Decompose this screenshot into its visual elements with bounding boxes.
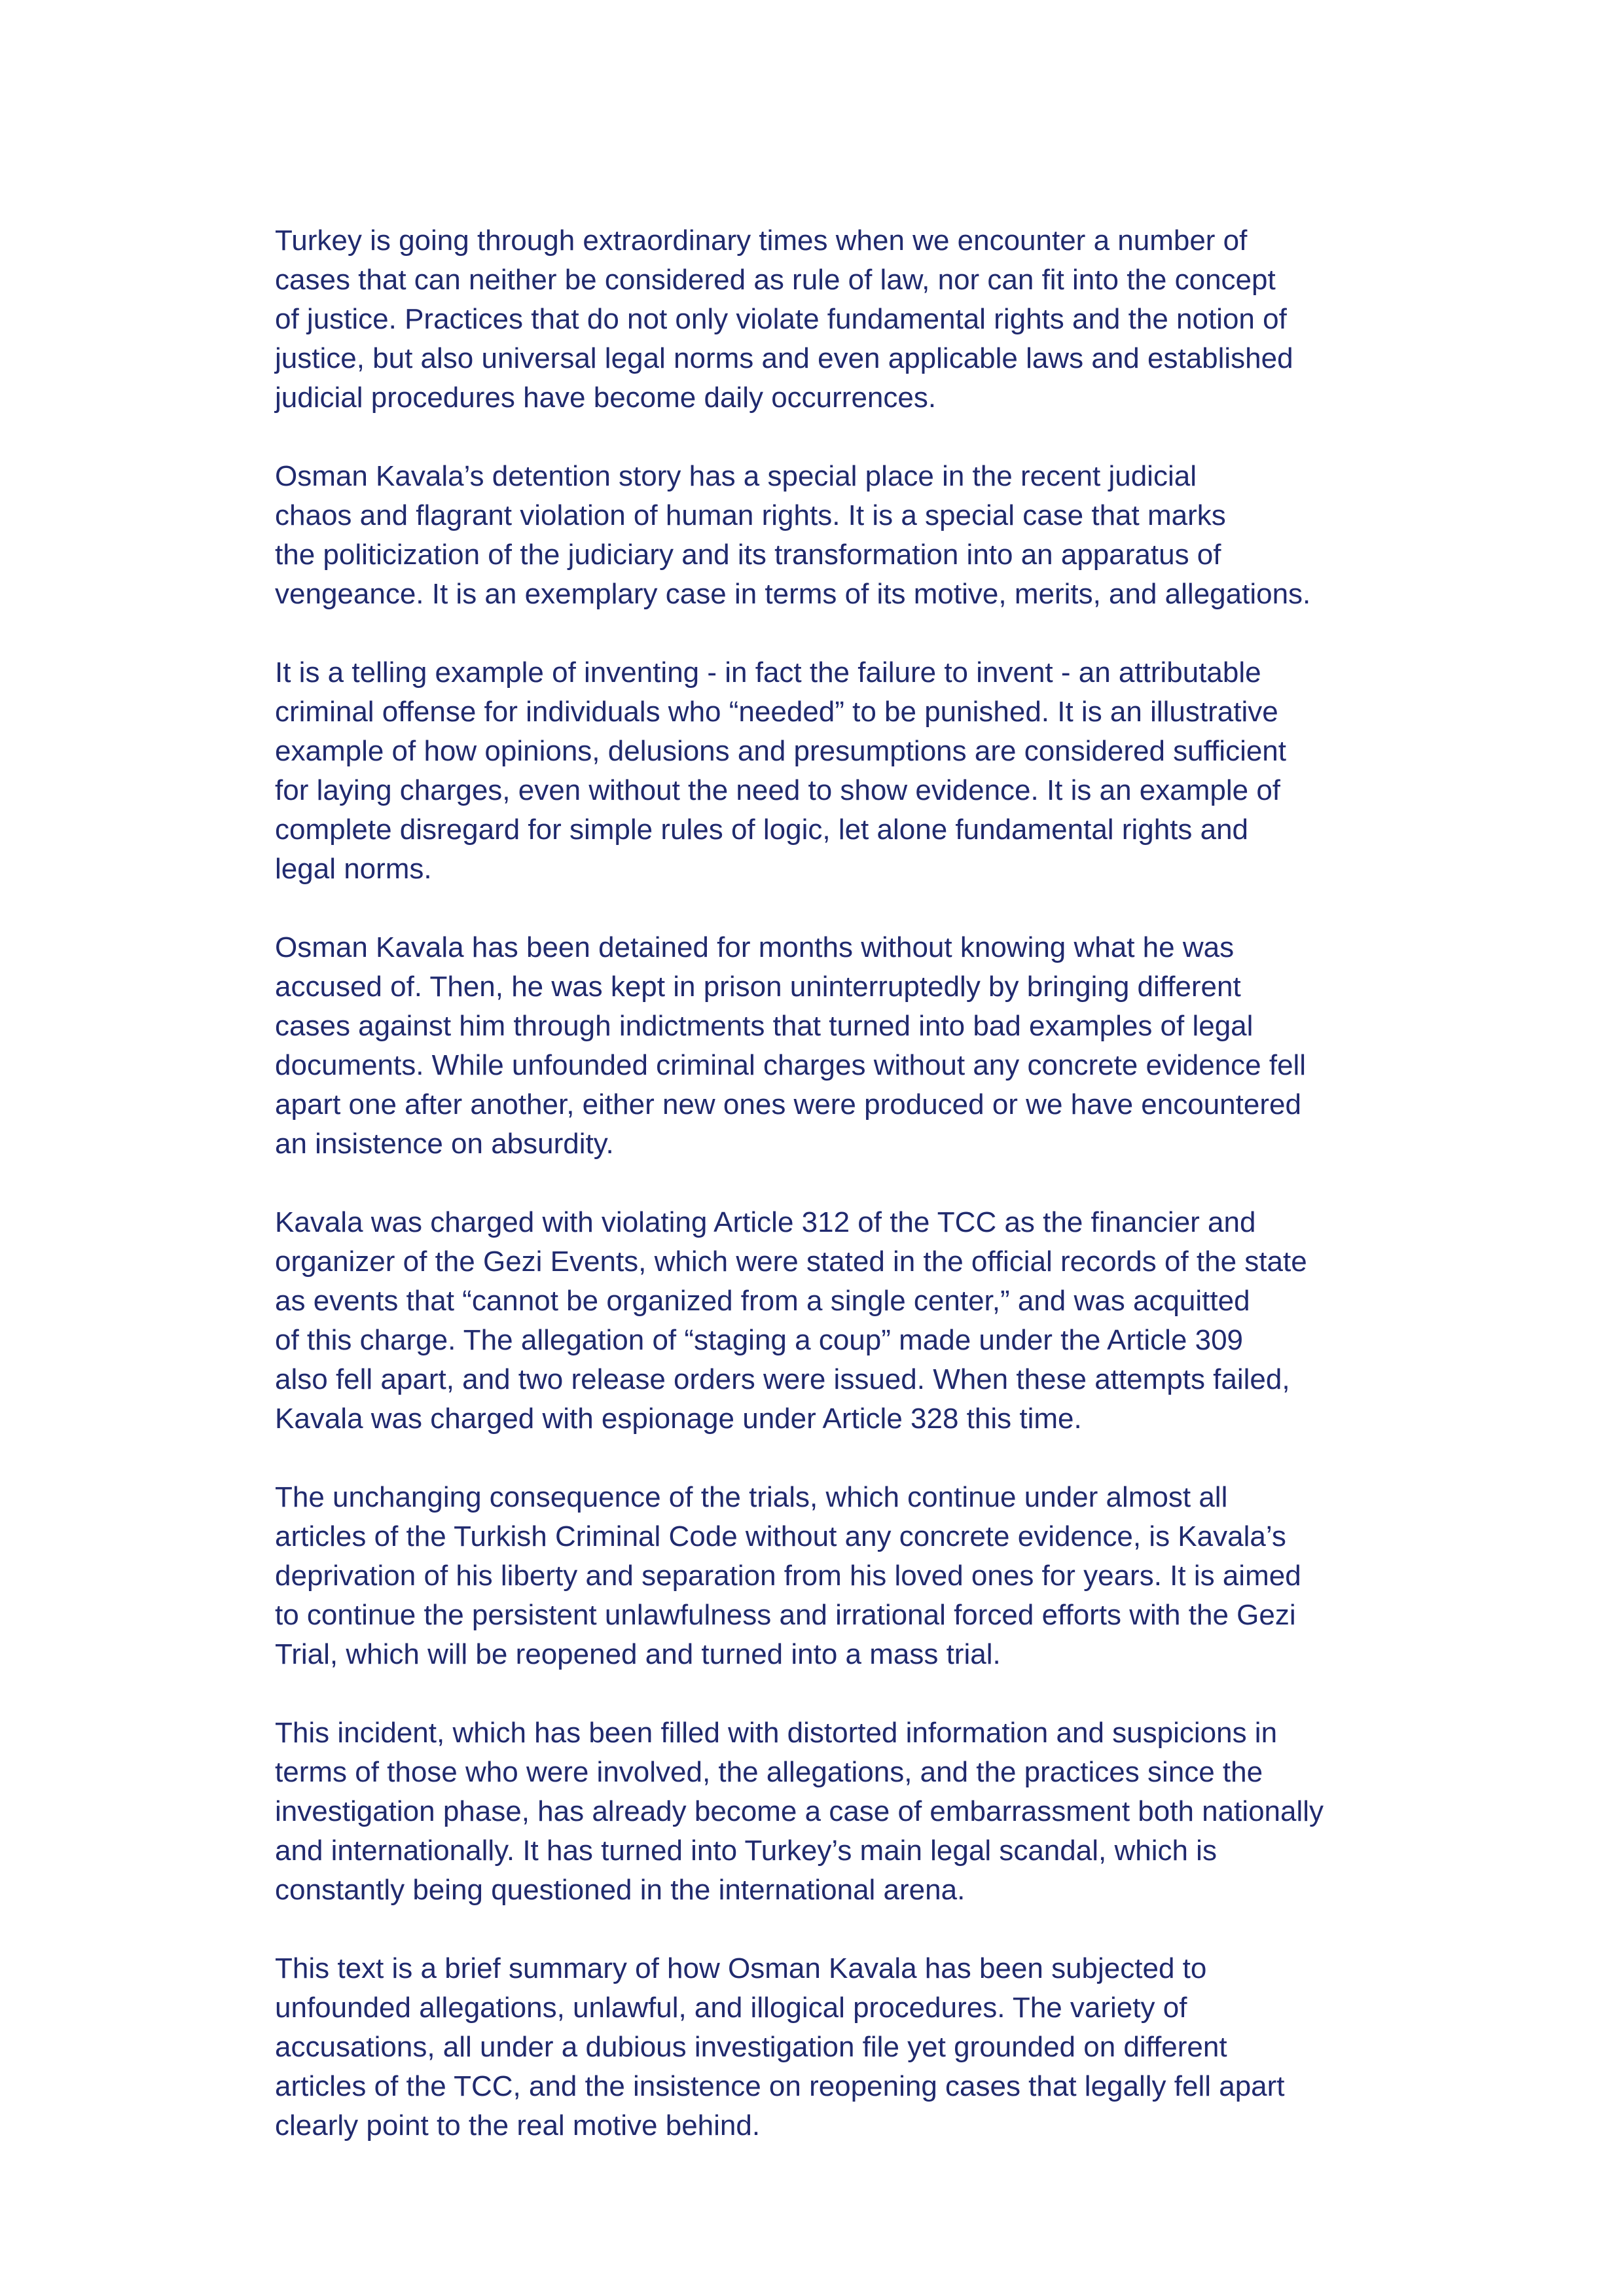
paragraph-line: justice, but also universal legal norms and even applicable laws and established [275,342,1293,374]
paragraph-line: for laying charges, even without the need to show evidence. It is an example of [275,774,1281,806]
paragraph-line: chaos and flagrant violation of human rights. It is a special case that marks [275,499,1226,531]
paragraph-line: criminal offense for individuals who “needed” to be punished. It is an illustrative [275,696,1278,728]
paragraph-line: of justice. Practices that do not only violate fundamental rights and the notion of [275,303,1287,335]
paragraph-line: an insistence on absurdity. [275,1128,614,1160]
paragraph-line: It is a telling example of inventing - in fact the failure to invent - an attributable [275,656,1261,689]
paragraph-line: Osman Kavala has been detained for months without knowing what he was [275,931,1235,963]
paragraph-line: Turkey is going through extraordinary times when we encounter a number of [275,224,1248,257]
paragraph-line: documents. While unfounded criminal charges without any concrete evidence fell [275,1049,1307,1081]
paragraph-line: and internationally. It has turned into Turkey’s main legal scandal, which is [275,1835,1217,1867]
paragraph-line: This incident, which has been filled with distorted information and suspicions in [275,1717,1278,1749]
paragraph-line: Trial, which will be reopened and turned into a mass trial. [275,1638,1001,1670]
paragraph [275,928,1388,1164]
paragraph-line: The unchanging consequence of the trials, which continue under almost all [275,1481,1228,1513]
paragraph-line: Kavala was charged with espionage under Article 328 this time. [275,1403,1082,1435]
paragraph-line: unfounded allegations, unlawful, and illogical procedures. The variety of [275,1992,1187,2024]
paragraph-line: terms of those who were involved, the allegations, and the practices since the [275,1756,1263,1788]
paragraph-line: Kavala was charged with violating Article 312 of the TCC as the financier and [275,1206,1256,1238]
paragraph-line: accusations, all under a dubious investigation file yet grounded on different [275,2031,1227,2063]
paragraph-line: deprivation of his liberty and separation from his loved ones for years. It is aimed [275,1560,1301,1592]
paragraph-line: cases against him through indictments that turned into bad examples of legal [275,1010,1254,1042]
paragraph-line: example of how opinions, delusions and presumptions are considered sufficient [275,735,1287,767]
paragraph-line: the politicization of the judiciary and its transformation into an apparatus of [275,539,1221,571]
paragraph-line: also fell apart, and two release orders were issued. When these attempts failed, [275,1363,1290,1395]
paragraph-line: clearly point to the real motive behind. [275,2109,761,2142]
paragraph [275,1203,1388,1439]
paragraph [275,653,1388,889]
paragraph-line: complete disregard for simple rules of logic, let alone fundamental rights and [275,814,1249,846]
paragraph [275,1478,1388,1674]
paragraph-line: vengeance. It is an exemplary case in terms of its motive, merits, and allegations. [275,578,1311,610]
paragraph-line: organizer of the Gezi Events, which were stated in the official records of the state [275,1246,1307,1278]
paragraph-line: accused of. Then, he was kept in prison uninterruptedly by bringing different [275,971,1241,1003]
paragraph-line: judicial procedures have become daily occurrences. [275,382,937,414]
paragraph-line: articles of the TCC, and the insistence on reopening cases that legally fell apart [275,2070,1285,2102]
paragraph-line: of this charge. The allegation of “staging a coup” made under the Article 309 [275,1324,1244,1356]
paragraph-line: articles of the Turkish Criminal Code without any concrete evidence, is Kavala’s [275,1520,1286,1552]
paragraph-line: legal norms. [275,853,432,885]
paragraph-line: This text is a brief summary of how Osman Kavala has been subjected to [275,1952,1207,1984]
paragraph [275,1949,1388,2145]
paragraph-line: as events that “cannot be organized from a single center,” and was acquitted [275,1285,1250,1317]
body-text [275,221,1388,2185]
paragraph-line: cases that can neither be considered as rule of law, nor can fit into the concept [275,264,1276,296]
paragraph [275,1713,1388,1910]
paragraph-line: constantly being questioned in the international arena. [275,1874,965,1906]
paragraph-line: apart one after another, either new ones were produced or we have encountered [275,1088,1301,1121]
paragraph [275,221,1388,418]
paragraph [275,457,1388,614]
paragraph-line: investigation phase, has already become a case of embarrassment both nationally [275,1795,1324,1827]
paragraph-line: Osman Kavala’s detention story has a special place in the recent judicial [275,460,1197,492]
paragraph-line: to continue the persistent unlawfulness and irrational forced efforts with the Gezi [275,1599,1296,1631]
